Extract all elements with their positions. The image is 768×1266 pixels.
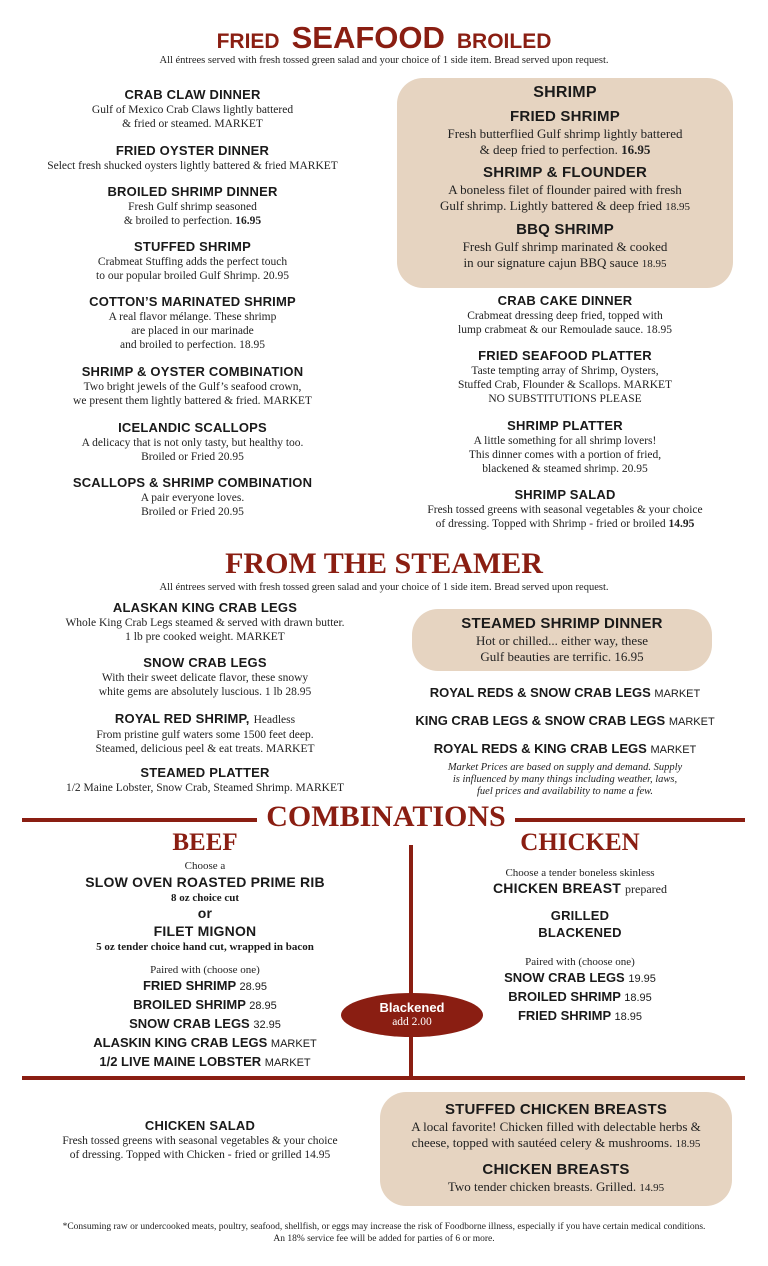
chicken-prepared: prepared: [625, 882, 667, 896]
note-line: is influenced by many things including weather, laws,: [452, 774, 678, 785]
beef-choose: Choose a: [184, 860, 226, 872]
pair-price: 18.95: [614, 1011, 643, 1023]
item-title: FRIED SEAFOOD PLATTER: [478, 348, 652, 363]
item-desc: 1 lb pre cooked weight. MARKET: [125, 631, 285, 643]
item-desc: NO SUBSTITUTIONS PLEASE: [488, 393, 642, 405]
combinations-bottom-rule: [22, 1076, 745, 1080]
item-desc: Two bright jewels of the Gulf’s seafood crown,: [83, 381, 302, 393]
item-title: FRIED OYSTER DINNER: [115, 143, 270, 158]
steamer-subtitle: All éntrees served with fresh tossed green salad and your choice of 1 side item. Bread served upon request.: [159, 582, 609, 593]
item-desc: This dinner comes with a portion of fried,: [468, 449, 662, 461]
pair-name: FRIED SHRIMP: [142, 978, 236, 993]
beef-option-prime-rib: SLOW OVEN ROASTED PRIME RIB: [85, 874, 325, 890]
chicken-box-content: [380, 1101, 732, 1196]
item-price: 14.95: [668, 518, 695, 530]
item-desc: we present them lightly battered & fried. MARKET: [73, 395, 312, 407]
seafood-header-fried: FRIED: [216, 30, 280, 53]
item-title: STUFFED SHRIMP: [134, 239, 251, 254]
steamer-combo-list: [397, 684, 733, 759]
item-desc: Gulf beauties are terrific. 16.95: [480, 649, 644, 664]
item-title: SCALLOPS & SHRIMP COMBINATION: [72, 475, 313, 490]
footer: [10, 1221, 758, 1245]
item-desc: lump crabmeat & our Remoulade sauce. 18.95: [458, 324, 672, 336]
badge-sub: add 2.00: [392, 1016, 432, 1028]
item-title: FRIED SHRIMP: [510, 108, 620, 125]
item-desc: Gulf of Mexico Crab Claws lightly battered: [91, 104, 294, 116]
shrimp-box-content: [397, 84, 733, 272]
item-price: 18.95: [641, 258, 667, 270]
item-title: SHRIMP & FLOUNDER: [483, 164, 647, 181]
item-desc: of dressing. Topped with Chicken - fried or grilled 14.95: [69, 1149, 331, 1161]
item-desc: Steamed, delicious peel & eat treats. MARKET: [95, 743, 315, 755]
item-desc: and broiled to perfection. 18.95: [120, 339, 265, 351]
menu-item-steamed-platter: [20, 765, 390, 795]
item-title: BBQ SHRIMP: [516, 221, 614, 238]
chicken-breast: CHICKEN BREAST: [492, 880, 622, 896]
item-desc: Taste tempting array of Shrimp, Oysters,: [471, 365, 659, 377]
item-desc: white gems are absolutely luscious. 1 lb 28.95: [98, 686, 312, 698]
item-title: ROYAL REDS & KING CRAB LEGS: [433, 741, 647, 756]
pair-price: 28.95: [249, 1000, 277, 1012]
item-desc: Crabmeat dressing deep fried, topped with: [467, 310, 663, 322]
item-title: CRAB CLAW DINNER: [124, 87, 261, 102]
pair-price: MARKET: [264, 1057, 311, 1069]
seafood-header: [0, 20, 768, 56]
item-title: BROILED SHRIMP DINNER: [107, 184, 278, 199]
chicken-grilled: GRILLED: [550, 908, 610, 923]
item-desc: Fresh tossed greens with seasonal vegetables & your choice: [427, 504, 703, 516]
item-desc: Fresh butterflied Gulf shrimp lightly battered: [447, 126, 683, 141]
chicken-breast-row: [430, 880, 730, 898]
item-desc: & fried or steamed. MARKET: [122, 118, 263, 130]
item-price: 16.95: [621, 142, 651, 157]
footer-disclaimer: *Consuming raw or undercooked meats, poultry, seafood, shellfish, or eggs may increase the risk of Foodborne illness, especially if you have certain medical conditions.: [62, 1222, 706, 1232]
footer-service-fee: An 18% service fee will be added for parties of 6 or more.: [273, 1234, 495, 1244]
item-title: CRAB CAKE DINNER: [497, 293, 633, 308]
item-desc: Select fresh shucked oysters lightly battered & fried MARKET: [47, 160, 338, 172]
pair-name: ALASKIN KING CRAB LEGS: [93, 1035, 268, 1050]
item-price: 18.95: [665, 201, 691, 213]
item-desc: Stuffed Crab, Flounder & Scallops. MARKET: [457, 379, 673, 391]
item-desc: 1/2 Maine Lobster, Snow Crab, Steamed Shrimp. MARKET: [65, 782, 345, 794]
item-price: MARKET: [668, 716, 715, 728]
combinations-title: COMBINATIONS: [266, 800, 506, 833]
beef-paired: Paired with (choose one): [150, 964, 260, 976]
item-title: SHRIMP PLATTER: [507, 418, 623, 433]
seafood-subtitle: All éntrees served with fresh tossed green salad and your choice of 1 side item. Bread served upon request.: [159, 55, 609, 66]
item-desc: A delicacy that is not only tasty, but healthy too.: [81, 437, 304, 449]
menu-item-snow-crab: [20, 655, 390, 699]
item-desc: [380, 1179, 732, 1196]
pair-name: BROILED SHRIMP: [133, 997, 246, 1012]
item-desc: Fresh tossed greens with seasonal vegetables & your choice: [62, 1135, 338, 1147]
item-desc: are placed in our marinade: [131, 325, 254, 337]
pair-price: 19.95: [628, 973, 656, 985]
item-title: KING CRAB LEGS & SNOW CRAB LEGS: [415, 713, 666, 728]
pair-name: FRIED SHRIMP: [517, 1008, 611, 1023]
item-title: CHICKEN SALAD: [144, 1118, 256, 1133]
menu-item-seafood-platter: [397, 348, 733, 406]
menu-item-crab-claw: [20, 87, 365, 131]
beef-option-note: 5 oz tender choice hand cut, wrapped in bacon: [96, 941, 314, 953]
item-desc: Crabmeat Stuffing adds the perfect touch: [97, 256, 288, 268]
item-desc-text: in our signature cajun BBQ sauce: [463, 255, 639, 270]
item-desc: Fresh Gulf shrimp marinated & cooked: [462, 239, 668, 254]
shrimp-heading: SHRIMP: [533, 84, 597, 101]
item-desc: From pristine gulf waters some 1500 feet deep.: [96, 729, 314, 741]
item-desc: A local favorite! Chicken filled with delectable herbs &: [411, 1119, 701, 1134]
item-price: 18.95: [675, 1138, 701, 1150]
chicken-pair-item: [430, 969, 730, 988]
note-line: Market Prices are based on supply and demand. Supply: [447, 762, 683, 773]
steamer-combo-item: [397, 684, 733, 703]
pair-price: 28.95: [239, 981, 268, 993]
item-title: SHRIMP & OYSTER COMBINATION: [81, 364, 304, 379]
chicken-heading: CHICKEN: [520, 829, 640, 856]
item-title: CHICKEN BREASTS: [482, 1161, 630, 1178]
beef-or: or: [197, 905, 213, 921]
chicken-paired: Paired with (choose one): [525, 956, 635, 968]
item-desc: A real flavor mélange. These shrimp: [108, 311, 277, 323]
beef-pair-item: [20, 1053, 390, 1072]
pair-price: MARKET: [270, 1038, 317, 1050]
item-desc: Broiled or Fried 20.95: [141, 506, 244, 518]
seafood-header-broiled: BROILED: [456, 30, 552, 53]
item-title: SHRIMP SALAD: [514, 487, 616, 502]
beef-option-filet: FILET MIGNON: [153, 923, 257, 939]
note-line: fuel prices and availability to name a few.: [477, 786, 653, 797]
item-desc: to our popular broiled Gulf Shrimp. 20.95: [96, 270, 289, 282]
pair-name: SNOW CRAB LEGS: [504, 970, 625, 985]
menu-item-crab-cake: [397, 293, 733, 337]
blackened-badge: [341, 993, 483, 1037]
item-title-extra: Headless: [253, 714, 296, 726]
item-desc: [380, 1135, 732, 1152]
menu-item-shrimp-platter: [397, 418, 733, 476]
badge-title: Blackened: [379, 1000, 445, 1015]
item-title: ROYAL REDS & SNOW CRAB LEGS: [429, 685, 651, 700]
item-title-row: [20, 710, 390, 728]
item-desc: A little something for all shrimp lovers!: [473, 435, 657, 447]
item-desc: Whole King Crab Legs steamed & served with drawn butter.: [65, 617, 345, 629]
steamer-title: FROM THE STEAMER: [225, 547, 543, 580]
item-price: 16.95: [235, 215, 262, 227]
item-title: ICELANDIC SCALLOPS: [118, 420, 267, 435]
beef-pair-item: [20, 977, 390, 996]
item-desc: [397, 142, 733, 158]
item-desc: [397, 198, 733, 215]
menu-item-fried-oyster: [20, 143, 365, 173]
menu-item-shrimp-salad: [397, 487, 733, 531]
steamer-combo-item: [397, 740, 733, 759]
seafood-header-title: SEAFOOD: [291, 20, 445, 55]
item-desc-text: & broiled to perfection.: [123, 215, 233, 227]
menu-item-steamed-shrimp: [412, 615, 712, 665]
beef-heading: BEEF: [172, 829, 238, 856]
item-desc-text: & deep fried to perfection.: [479, 142, 618, 157]
pair-price: 32.95: [253, 1019, 281, 1031]
beef-pair-item: [20, 1015, 390, 1034]
item-desc: blackened & steamed shrimp. 20.95: [482, 463, 648, 475]
menu-item-broiled-shrimp: [20, 184, 365, 228]
item-desc: [20, 214, 365, 228]
item-title: SNOW CRAB LEGS: [143, 655, 267, 670]
beef-pair-item: [20, 1034, 390, 1053]
menu-item-icelandic-scallops: [20, 420, 365, 464]
chicken-section: [430, 828, 730, 1026]
item-desc: With their sweet delicate flavor, these snowy: [101, 672, 309, 684]
menu-item-shrimp-oyster: [20, 364, 365, 408]
item-desc: A boneless filet of flounder paired with fresh: [448, 182, 682, 197]
pair-name: 1/2 LIVE MAINE LOBSTER: [99, 1054, 262, 1069]
item-price: MARKET: [654, 688, 701, 700]
beef-option-note: 8 oz choice cut: [170, 892, 240, 904]
chicken-choose: Choose a tender boneless skinless: [505, 867, 655, 879]
item-price: MARKET: [650, 744, 697, 756]
item-desc: Hot or chilled... either way, these: [475, 633, 649, 648]
beef-section: [20, 828, 390, 1072]
menu-item-marinated-shrimp: [20, 294, 365, 352]
chicken-blackened: BLACKENED: [538, 925, 622, 940]
item-desc: [397, 517, 733, 531]
market-note: [397, 762, 733, 798]
beef-pair-item: [20, 996, 390, 1015]
menu-item-alaskan-king-crab: [20, 600, 390, 644]
combinations-divider: [409, 845, 413, 1078]
item-title: ALASKAN KING CRAB LEGS: [112, 600, 298, 615]
item-title: STUFFED CHICKEN BREASTS: [444, 1101, 668, 1118]
pair-name: SNOW CRAB LEGS: [129, 1016, 250, 1031]
item-desc: Fresh Gulf shrimp seasoned: [128, 201, 257, 213]
item-desc-text: Two tender chicken breasts. Grilled.: [447, 1179, 637, 1194]
pair-name: BROILED SHRIMP: [508, 989, 621, 1004]
menu-item-scallops-shrimp: [20, 475, 365, 519]
menu-item-stuffed-shrimp: [20, 239, 365, 283]
item-desc-text: Gulf shrimp. Lightly battered & deep fried: [439, 198, 663, 213]
item-desc-text: cheese, topped with sautéed celery & mushrooms.: [411, 1135, 673, 1150]
menu-item-chicken-salad: [20, 1118, 380, 1162]
combinations-rule-left: [22, 818, 257, 822]
item-title: ROYAL RED SHRIMP,: [114, 711, 250, 726]
pair-price: 18.95: [624, 992, 652, 1004]
combinations-rule-right: [515, 818, 745, 822]
item-desc-text: of dressing. Topped with Shrimp - fried or broiled: [435, 518, 666, 530]
steamer-combo-item: [397, 712, 733, 731]
item-title: STEAMED SHRIMP DINNER: [461, 615, 663, 632]
item-desc: [397, 255, 733, 272]
item-desc: Broiled or Fried 20.95: [141, 451, 244, 463]
item-desc: A pair everyone loves.: [140, 492, 245, 504]
menu-item-royal-red: [20, 710, 390, 756]
item-title: COTTON’S MARINATED SHRIMP: [89, 294, 296, 309]
item-title: STEAMED PLATTER: [140, 765, 270, 780]
item-price: 14.95: [639, 1182, 665, 1194]
